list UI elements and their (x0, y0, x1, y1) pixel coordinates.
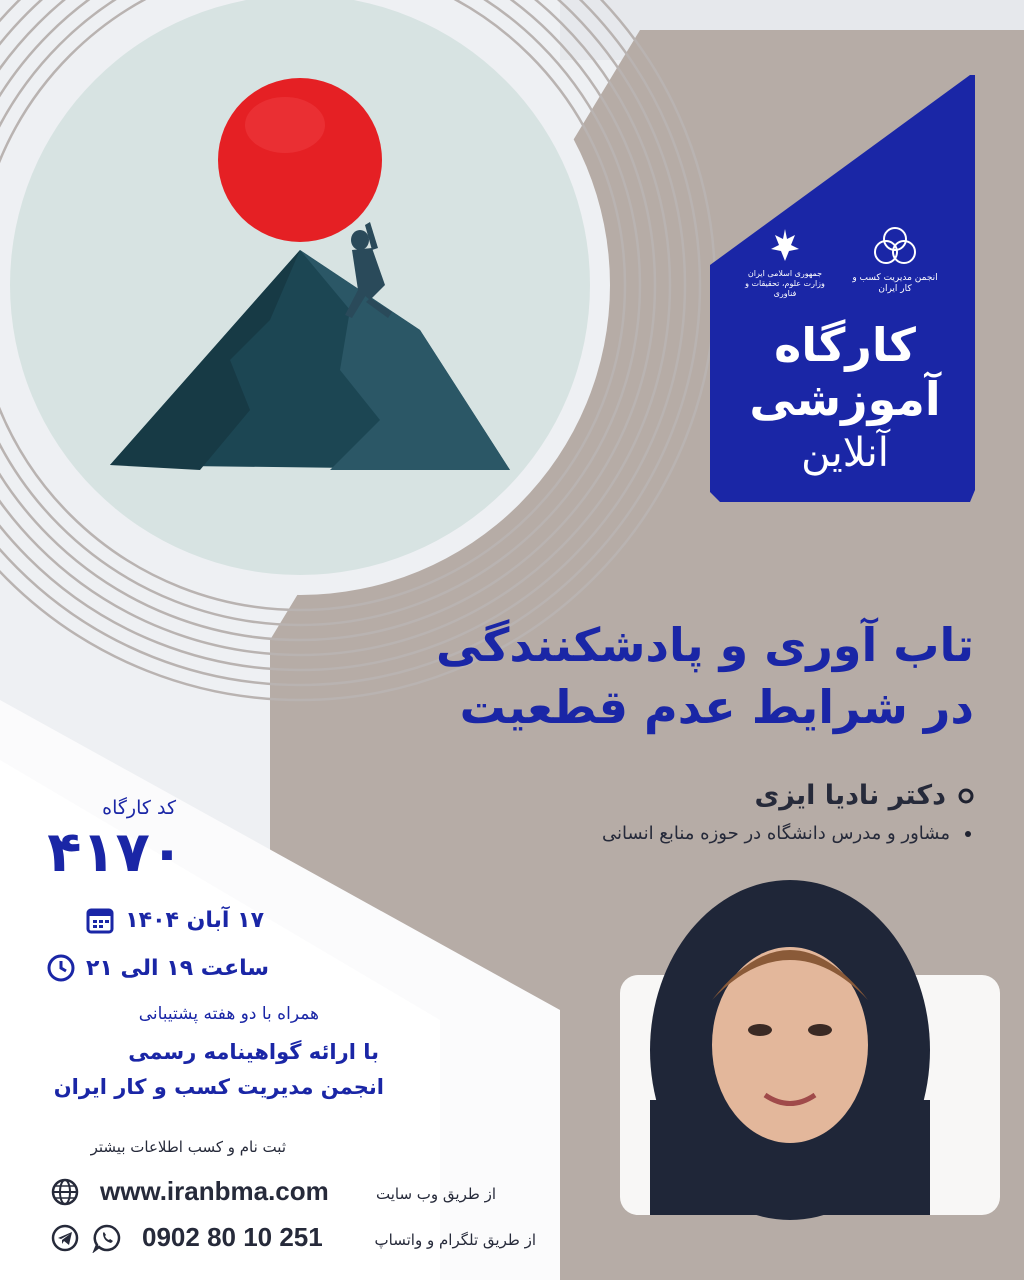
assoc-logo (850, 225, 940, 295)
dot-bullet-icon (962, 828, 974, 840)
circle-bullet-icon (958, 788, 974, 804)
website-row (50, 1176, 329, 1207)
phone-number[interactable]: 0902 80 10 251 (142, 1222, 323, 1252)
badge-line-1: کارگاه (774, 318, 916, 372)
presenter-role: مشاور و مدرس دانشگاه در حوزه منابع انسانی (602, 823, 950, 844)
iran-emblem-icon (765, 225, 805, 265)
whatsapp-icon[interactable] (92, 1223, 122, 1253)
date-row (85, 905, 264, 935)
workshop-date: ۱۷ آبان ۱۴۰۴ (125, 907, 264, 933)
globe-icon (50, 1177, 80, 1207)
telegram-icon[interactable] (50, 1223, 80, 1253)
title-line-1: تاب آوری و پادشکنندگی (436, 618, 974, 672)
certificate-line-1: با ارائه گواهینامه رسمی (128, 1040, 379, 1064)
workshop-time: ساعت ۱۹ الی ۲۱ (86, 955, 269, 981)
contact-heading: ثبت نام و کسب اطلاعات بیشتر (90, 1138, 286, 1156)
clock-icon (46, 953, 76, 983)
title-line-2: در شرایط عدم قطعیت (459, 680, 974, 734)
workshop-code-label: کد کارگاه (102, 797, 176, 819)
badge-line-3: آنلاین (801, 430, 889, 476)
calendar-icon (85, 905, 115, 935)
presenter-name: دکتر نادیا ایزی (754, 780, 946, 811)
workshop-code: ۴۱۷۰ (47, 820, 184, 885)
gov-logo (745, 225, 825, 299)
presenter-block (494, 780, 974, 844)
gov-logo-caption-1: جمهوری اسلامی ایران (747, 269, 823, 278)
time-row (46, 953, 269, 983)
association-rings-icon (870, 225, 920, 269)
certificate-line-2: انجمن مدیریت کسب و کار ایران (53, 1075, 384, 1099)
presenter-photo (650, 880, 930, 1220)
support-text: همراه با دو هفته پشتیبانی (138, 1004, 319, 1024)
assoc-logo-caption: انجمن مدیریت کسب و کار ایران (852, 273, 938, 294)
phone-label: از طریق تلگرام و واتساپ (374, 1231, 536, 1249)
badge-line-2: آموزشی (749, 372, 941, 426)
gov-logo-caption-2: وزارت علوم، تحقیقات و فناوری (745, 279, 825, 298)
phone-row (50, 1222, 323, 1253)
website-link[interactable]: www.iranbma.com (100, 1176, 329, 1206)
website-label: از طریق وب سایت (375, 1185, 496, 1203)
